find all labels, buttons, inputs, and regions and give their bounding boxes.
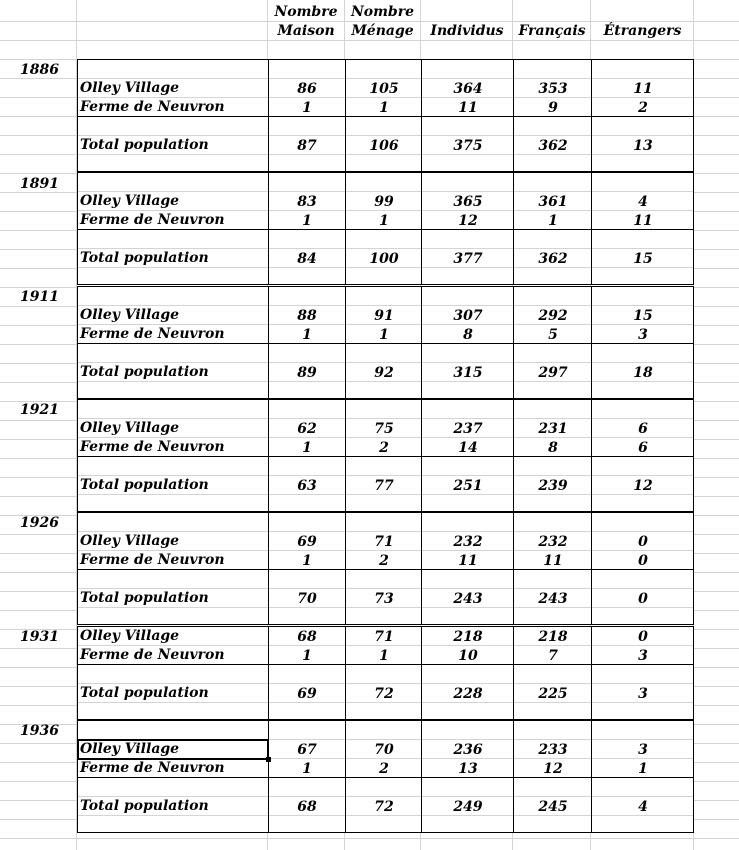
cell-etrangers: 12 [633,478,653,494]
cell-individus: 12 [458,213,478,229]
cell-menage: 73 [374,591,394,607]
census-block-1926 [77,512,694,625]
header-francais-label: Français [518,23,586,39]
cell-menage: 1 [379,100,389,116]
row-label: Ferme de Neuvron [80,439,225,455]
table-row[interactable] [78,627,693,646]
census-block-1911 [77,286,694,399]
row-label: Olley Village [80,741,180,757]
cell-individus: 11 [458,553,478,569]
cell-individus: 377 [453,251,483,267]
table-row[interactable] [78,249,693,268]
cell-menage: 100 [369,251,399,267]
year-label[interactable]: 1926 [20,515,59,531]
cell-maison: 1 [302,761,312,777]
row-label: Total population [80,137,209,153]
cell-maison: 1 [302,327,312,343]
year-label[interactable]: 1886 [20,62,59,78]
cell-francais: 232 [538,534,568,550]
census-block-1936 [77,720,694,833]
row-label: Total population [80,477,209,493]
cell-menage: 2 [379,553,389,569]
cell-francais: 231 [538,421,568,437]
year-label[interactable]: 1911 [20,289,59,305]
row-label: Total population [80,364,209,380]
cell-individus: 11 [458,100,478,116]
row-label: Total population [80,590,209,606]
cell-menage: 1 [379,213,389,229]
census-block-1931 [77,626,694,720]
cell-maison: 1 [302,553,312,569]
cell-francais: 239 [538,478,568,494]
cell-francais: 9 [548,100,558,116]
cell-maison: 1 [302,213,312,229]
cell-menage: 1 [379,648,389,664]
header-menage-line1: Nombre [350,4,415,20]
row-label: Ferme de Neuvron [80,552,225,568]
cell-etrangers: 6 [638,440,648,456]
cell-maison: 86 [297,81,317,97]
cell-maison: 88 [297,308,317,324]
cell-francais: 12 [543,761,563,777]
cell-francais: 292 [538,308,568,324]
cell-individus: 8 [463,327,473,343]
table-row[interactable] [78,551,693,570]
table-row[interactable] [78,136,693,155]
cell-individus: 237 [453,421,483,437]
table-row[interactable] [78,532,693,551]
cell-individus: 251 [453,478,483,494]
cell-etrangers: 2 [638,100,648,116]
table-row[interactable] [78,325,693,344]
cell-individus: 375 [453,138,483,154]
cell-etrangers: 11 [633,81,653,97]
cell-francais: 233 [538,742,568,758]
cell-francais: 362 [538,251,568,267]
cell-francais: 297 [538,365,568,381]
cell-maison: 67 [297,742,317,758]
row-label: Ferme de Neuvron [80,326,225,342]
cell-francais: 7 [548,648,558,664]
cell-menage: 70 [374,742,394,758]
header-maison-line2: Maison [277,23,335,39]
cell-etrangers: 6 [638,421,648,437]
cell-francais: 5 [548,327,558,343]
header-individus[interactable] [421,3,513,41]
cell-menage: 105 [369,81,399,97]
cell-individus: 232 [453,534,483,550]
active-cell-selection[interactable] [77,739,269,760]
census-block-1891 [77,172,694,285]
table-row[interactable] [78,797,693,816]
table-row[interactable] [78,646,693,665]
cell-francais: 8 [548,440,558,456]
cell-individus: 228 [453,686,483,702]
cell-menage: 1 [379,327,389,343]
table-row[interactable] [78,192,693,211]
cell-maison: 84 [297,251,317,267]
cell-menage: 106 [369,138,399,154]
cell-menage: 72 [374,686,394,702]
cell-menage: 92 [374,365,394,381]
cell-maison: 83 [297,194,317,210]
table-row[interactable] [78,438,693,457]
cell-individus: 13 [458,761,478,777]
table-row[interactable] [78,306,693,325]
cell-individus: 10 [458,648,478,664]
cell-etrangers: 4 [638,194,648,210]
cell-francais: 361 [538,194,568,210]
cell-etrangers: 18 [633,365,653,381]
table-row[interactable] [78,419,693,438]
cell-individus: 315 [453,365,483,381]
header-individus-label: Individus [430,23,504,39]
year-label[interactable]: 1931 [20,629,59,645]
row-label: Ferme de Neuvron [80,647,225,663]
cell-maison: 1 [302,100,312,116]
table-row[interactable] [78,211,693,230]
cell-maison: 63 [297,478,317,494]
row-label: Ferme de Neuvron [80,99,225,115]
cell-francais: 353 [538,81,568,97]
cell-maison: 89 [297,365,317,381]
cell-etrangers: 13 [633,138,653,154]
table-row[interactable] [78,79,693,98]
cell-maison: 68 [297,629,317,645]
cell-menage: 99 [374,194,394,210]
row-label: Olley Village [80,193,180,209]
cell-etrangers: 11 [633,213,653,229]
row-label: Total population [80,250,209,266]
header-etrangers-label: Étrangers [603,23,682,39]
row-label: Olley Village [80,420,180,436]
table-row[interactable] [78,98,693,117]
cell-menage: 72 [374,799,394,815]
table-row[interactable] [78,759,693,778]
row-label: Ferme de Neuvron [80,212,225,228]
year-label[interactable]: 1891 [20,176,59,192]
census-block-1921 [77,399,694,512]
table-row[interactable] [78,476,693,495]
row-label: Ferme de Neuvron [80,760,225,776]
cell-francais: 1 [548,213,558,229]
cell-individus: 307 [453,308,483,324]
header-etrangers[interactable] [591,3,694,41]
cell-maison: 1 [302,440,312,456]
row-label: Olley Village [80,307,180,323]
cell-etrangers: 3 [638,648,648,664]
cell-individus: 364 [453,81,483,97]
header-menage-line2: Ménage [351,23,414,39]
cell-etrangers: 0 [638,553,648,569]
cell-individus: 14 [458,440,478,456]
cell-etrangers: 0 [638,591,648,607]
cell-menage: 71 [374,534,394,550]
cell-francais: 225 [538,686,568,702]
year-label[interactable]: 1936 [20,723,59,739]
cell-francais: 243 [538,591,568,607]
row-label: Olley Village [80,628,180,644]
cell-individus: 236 [453,742,483,758]
cell-francais: 11 [543,553,563,569]
year-label[interactable]: 1921 [20,402,59,418]
cell-francais: 245 [538,799,568,815]
row-label: Total population [80,685,209,701]
cell-individus: 243 [453,591,483,607]
cell-etrangers: 1 [638,761,648,777]
cell-menage: 77 [374,478,394,494]
table-row[interactable] [78,363,693,382]
cell-menage: 2 [379,440,389,456]
cell-etrangers: 0 [638,629,648,645]
cell-francais: 362 [538,138,568,154]
cell-etrangers: 0 [638,534,648,550]
cell-individus: 218 [453,629,483,645]
cell-maison: 87 [297,138,317,154]
cell-maison: 69 [297,534,317,550]
row-label: Total population [80,798,209,814]
cell-etrangers: 3 [638,742,648,758]
cell-maison: 1 [302,648,312,664]
cell-maison: 70 [297,591,317,607]
cell-etrangers: 15 [633,308,653,324]
cell-maison: 62 [297,421,317,437]
table-row[interactable] [78,684,693,703]
cell-etrangers: 3 [638,686,648,702]
cell-etrangers: 15 [633,251,653,267]
header-nombre-menage[interactable] [345,3,420,41]
cell-francais: 218 [538,629,568,645]
cell-individus: 365 [453,194,483,210]
row-label: Olley Village [80,80,180,96]
table-row[interactable] [78,589,693,608]
cell-individus: 249 [453,799,483,815]
cell-menage: 71 [374,629,394,645]
row-label: Olley Village [80,533,180,549]
cell-menage: 91 [374,308,394,324]
cell-menage: 2 [379,761,389,777]
header-francais[interactable] [513,3,591,41]
header-maison-line1: Nombre [274,4,338,20]
cell-maison: 68 [297,799,317,815]
cell-menage: 75 [374,421,394,437]
census-block-1886 [77,59,694,172]
cell-etrangers: 4 [638,799,648,815]
header-nombre-maison[interactable] [268,3,344,41]
cell-etrangers: 3 [638,327,648,343]
cell-maison: 69 [297,686,317,702]
